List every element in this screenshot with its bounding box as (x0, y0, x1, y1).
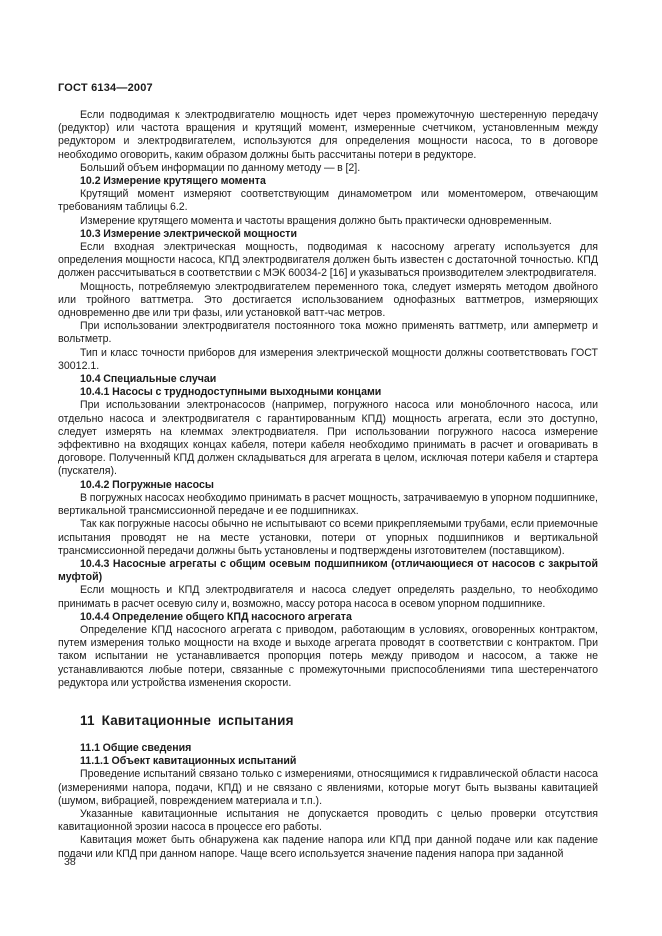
clause-heading: 11.1 Общие сведения (80, 741, 192, 754)
clause-heading: 10.4.4 Определение общего КПД насосного агрегата (80, 610, 352, 623)
body-paragraph: Кавитация может быть обнаружена как падение напора или КПД при данной подаче или как падение подачи или КПД при данном напоре. Чаще всего используется значение падения напора при заданной (58, 834, 598, 860)
body-paragraph: Крутящий момент измеряют соответствующим динамометром или моментомером, отвечающим требованиям таблицы 6.2. (58, 188, 598, 214)
body-paragraph: Если мощность и КПД электродвигателя и насоса следует определять раздельно, то необходимо принимать в расчет осевую силу и, возможно, массу ротора насоса в осевом упорном подшипнике. (58, 584, 598, 610)
clause-heading: 11.1.1 Объект кавитационных испытаний (80, 755, 297, 768)
body-paragraph: Больший объем информации по данному методу — в [2]. (80, 161, 361, 174)
body-paragraph: Если подводимая к электродвигателю мощность идет через промежуточную шестеренную передачу (редуктор) или частота вращения и крутящий момент, измеренные счетчиком, установленным между редуктором и электродвигателем, используются для определения мощности насоса, то в договоре необходимо оговорить, каким образом должны быть рассчитаны потери в редукторе. (58, 109, 598, 161)
body-paragraph: Если входная электрическая мощность, подводимая к насосному агрегату используется для определения мощности насоса, КПД электродвигателя должен быть известен с достаточной точностью. КПД должен рассчитываться в соответствии с МЭК 60034-2 [16] и указываться производителем электродвигателя. (58, 241, 598, 280)
document-header: ГОСТ 6134—2007 (58, 82, 153, 94)
page-number: 38 (64, 856, 76, 868)
body-paragraph: Указанные кавитационные испытания не допускается проводить с целью проверки отсутствия кавитационной эрозии насоса в процессе его работы. (58, 807, 598, 834)
body-paragraph: Тип и класс точности приборов для измерения электрической мощности должны соответствовать ГОСТ 30012.1. (58, 346, 598, 372)
clause-heading: 10.4.3 Насосные агрегаты с общим осевым подшипником (отличающиеся от насосов с закрытой муфтой) (58, 557, 598, 584)
body-paragraph: При использовании электродвигателя постоянного тока можно применять ваттметр, или амперметр и вольтметр. (58, 320, 598, 346)
body-paragraph: Определение КПД насосного агрегата с приводом, работающим в условиях, оговоренных контрактом, путем измерения только мощности на входе и выходе агрегата проводят в соответствии с контрактом. При таком испытании не устанавливается пропорция потерь между приводом и насосом, а также не устанавливаются любые потери, связанные с промежуточными приспособлениями типа шестеренчатого редуктора или устройства изменения скорости. (58, 623, 598, 689)
body-paragraph: Мощность, потребляемую электродвигателем переменного тока, следует измерять методом двойного или тройного ваттметра. Это достигается использованием однофазных ваттметров, измеряющих одновременно две или три фазы, или установкой ватт-час метров. (58, 280, 598, 320)
clause-heading: 10.2 Измерение крутящего момента (80, 175, 266, 188)
body-paragraph: В погружных насосах необходимо принимать в расчет мощность, затрачиваемую в упорном подшипнике, вертикальной трансмиссионной передаче и ее подшипниках. (58, 491, 598, 518)
clause-heading: 10.4.2 Погружные насосы (80, 478, 214, 491)
body-paragraph: Так как погружные насосы обычно не испытывают со всеми прикрепляемыми трубами, если приемочные испытания проводят не на месте установки, потери от упорных подшипников и вертикальной трансмиссионной передачи должны быть установлены и подтверждены изготовителем (поставщиком). (58, 518, 598, 557)
body-paragraph: При использовании электронасосов (например, погружного насоса или моноблочного насоса, или отдельно насоса и электродвигателя с гарантированным КПД) мощность агрегата, если это доступно, следует измерять на клеммах электродвиателя. При использовании погружного насоса измерение эффективно на входящих концах кабеля, потери кабеля необходимо принимать в расчет и оговаривать в договоре. Полученный КПД должен складываться для агрегата в целом, исключая потери кабеля и стартера (пускателя). (58, 399, 598, 478)
clause-heading: 10.3 Измерение электрической мощности (80, 227, 297, 240)
clause-heading: 10.4 Специальные случаи (80, 373, 217, 386)
document-body (58, 109, 598, 861)
clause-heading: 10.4.1 Насосы с труднодоступными выходными концами (80, 386, 382, 399)
section-heading: 11 Кавитационные испытания (80, 712, 294, 728)
body-paragraph: Проведение испытаний связано только с измерениями, относящимися к гидравлической области насоса (измерениями напора, подачи, КПД) и не связано с явлениями, которые могут быть вызваны кавитацией (шумом, вибрацией, повреждением материала и т.п.). (58, 768, 598, 807)
body-paragraph: Измерение крутящего момента и частоты вращения должно быть практически одновременным. (80, 214, 552, 227)
